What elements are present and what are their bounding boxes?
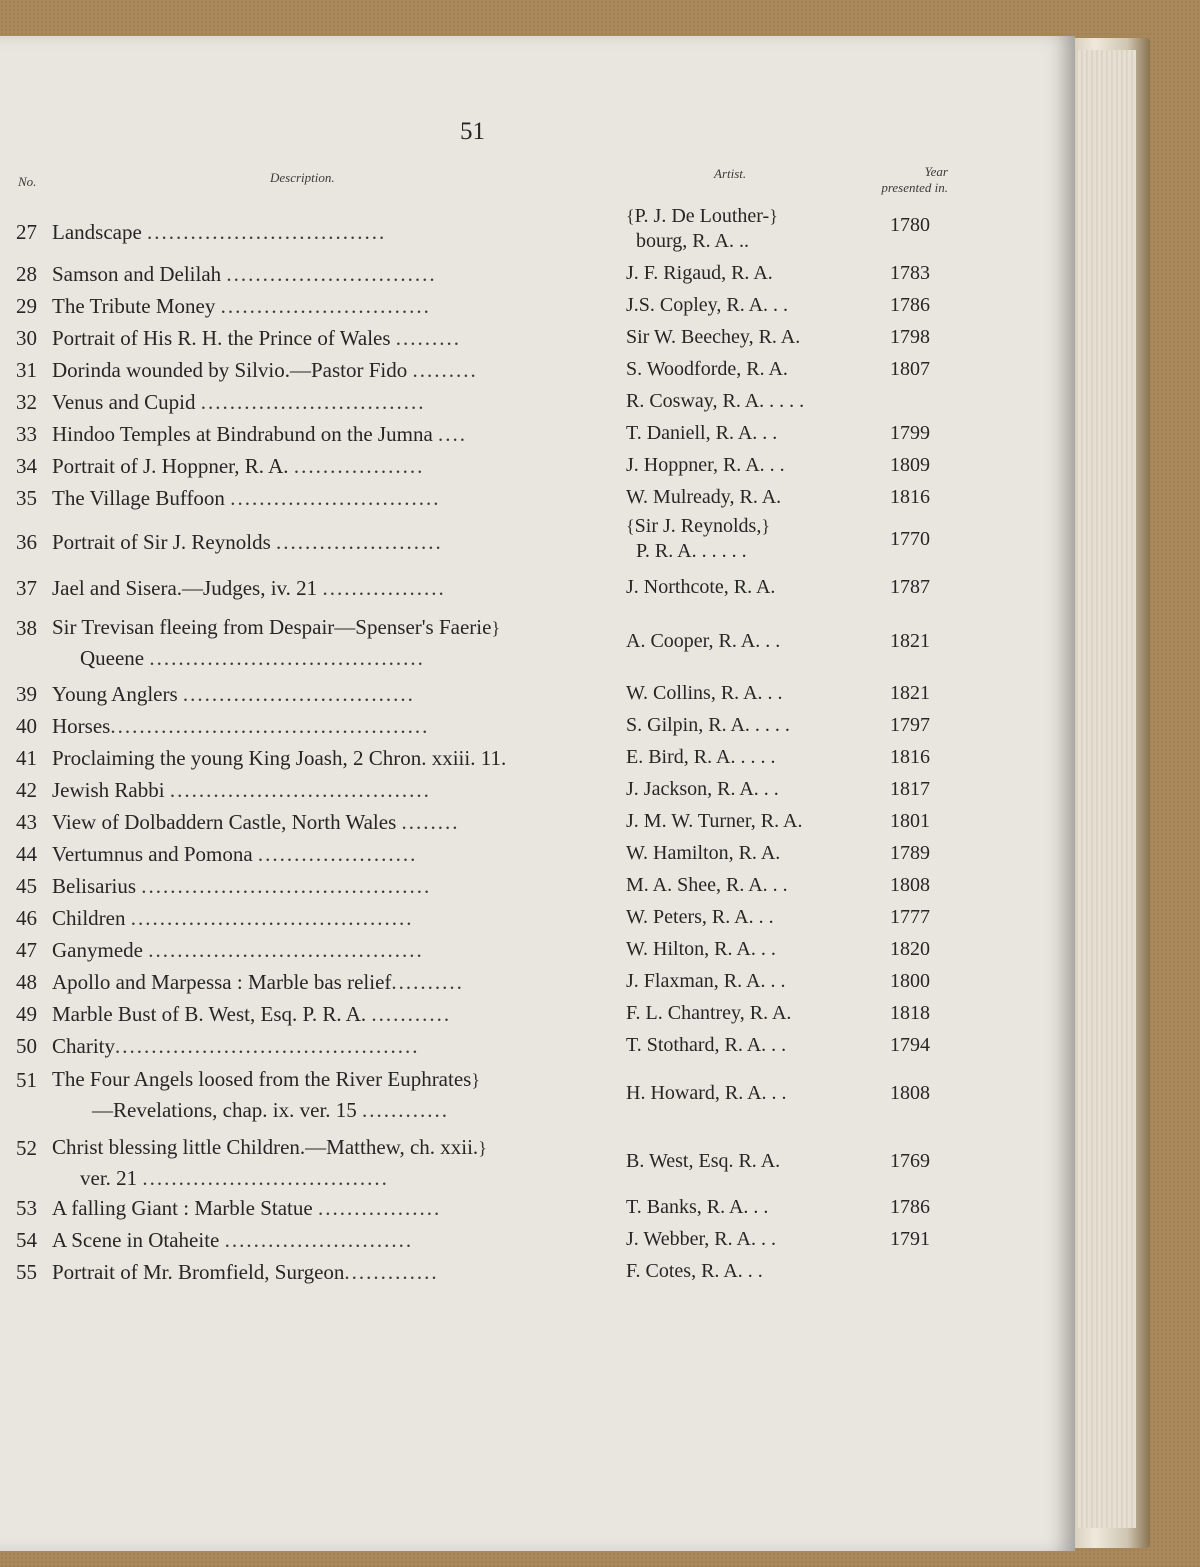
- header-artist: Artist.: [714, 166, 747, 181]
- entry-number: 37: [16, 576, 37, 600]
- entry-year: 1769: [890, 1150, 930, 1172]
- header-year-line1: Year: [924, 164, 948, 179]
- entry-description-text: Children: [52, 906, 126, 930]
- entry-number: 42: [16, 778, 37, 802]
- entry-year: 1818: [890, 1002, 930, 1024]
- leader-dots: ..................................: [142, 1166, 389, 1190]
- leader-dots: ........: [401, 810, 460, 834]
- entry-description: [52, 938, 600, 963]
- entry-description: [52, 1002, 600, 1027]
- book-page: [0, 36, 1075, 1551]
- entry-artist: M. A. Shee, R. A. . .: [626, 874, 788, 896]
- entry-year: 1789: [890, 842, 930, 864]
- entry-artist: J. Webber, R. A. . .: [626, 1228, 776, 1250]
- leader-dots: ......................................: [149, 646, 425, 670]
- entry-description-text: The Village Buffoon: [52, 486, 225, 510]
- catalogue-entry: [0, 906, 1000, 938]
- entry-description: Proclaiming the young King Joash, 2 Chron. xxiii. 11.: [52, 746, 507, 770]
- entry-artist-line1: P. J. De Louther-: [634, 205, 770, 227]
- entry-year: 1780: [890, 214, 930, 236]
- leader-dots: .................: [317, 1196, 442, 1220]
- entry-number: 30: [16, 326, 37, 350]
- leader-dots: .............................: [226, 262, 437, 286]
- leader-dots: .......................: [276, 530, 443, 554]
- entry-description-text: Dorinda wounded by Silvio.—Pastor Fido: [52, 358, 408, 382]
- entry-description-text: Marble Bust of B. West, Esq. P. R. A.: [52, 1002, 367, 1026]
- entry-year: 1791: [890, 1228, 930, 1250]
- entry-number: 54: [16, 1228, 37, 1252]
- entry-artist: J. Flaxman, R. A. . .: [626, 970, 786, 992]
- entry-description-text: Jewish Rabbi: [52, 778, 165, 802]
- entry-artist-line2: P. R. A. . . . . .: [636, 540, 747, 562]
- catalogue-entry: [0, 1068, 1000, 1132]
- entry-description-text: A falling Giant : Marble Statue: [52, 1196, 313, 1220]
- catalogue-entry: [0, 262, 1000, 294]
- entry-description: [52, 842, 600, 867]
- catalogue-entry: [0, 422, 1000, 454]
- entry-description-text: Charity: [52, 1034, 115, 1058]
- entry-number: 40: [16, 714, 37, 738]
- entry-artist: H. Howard, R. A. . .: [626, 1082, 787, 1104]
- catalogue-entry: [0, 746, 1000, 778]
- entry-year: 1799: [890, 422, 930, 444]
- entry-artist: J. Jackson, R. A. . .: [626, 778, 779, 800]
- entry-number: 34: [16, 454, 37, 478]
- catalogue-entry: [0, 1136, 1000, 1200]
- entry-description: [52, 486, 600, 511]
- entry-description: [52, 530, 600, 555]
- catalogue-entry: [0, 714, 1000, 746]
- entry-year: 1777: [890, 906, 930, 928]
- entry-description: [52, 906, 600, 931]
- entry-year: 1770: [890, 528, 930, 550]
- entry-artist: T. Daniell, R. A. . .: [626, 422, 778, 444]
- catalogue-entry: [0, 390, 1000, 422]
- entry-number: 39: [16, 682, 37, 706]
- entry-number: 50: [16, 1034, 37, 1058]
- catalogue-entry: [0, 810, 1000, 842]
- brace-icon: }: [769, 206, 778, 226]
- entry-year: 1816: [890, 486, 930, 508]
- entry-number: 51: [16, 1068, 37, 1092]
- entry-description-text: Ganymede: [52, 938, 143, 962]
- entry-artist-line1: Sir J. Reynolds,: [634, 515, 762, 537]
- entry-artist: W. Mulready, R. A.: [626, 486, 782, 508]
- entry-year: 1820: [890, 938, 930, 960]
- header-year-line2: presented in.: [881, 180, 948, 195]
- entry-year: 1801: [890, 810, 930, 832]
- entry-description: [52, 326, 600, 351]
- brace-icon: }: [761, 516, 770, 536]
- entry-number: 48: [16, 970, 37, 994]
- entry-artist: J. Northcote, R. A.: [626, 576, 776, 598]
- catalogue-entry: [0, 682, 1000, 714]
- entry-year: 1797: [890, 714, 930, 736]
- entry-number: 28: [16, 262, 37, 286]
- entry-artist: Sir W. Beechey, R. A.: [626, 326, 801, 348]
- entry-description: [52, 874, 600, 899]
- entry-artist: A. Cooper, R. A. . .: [626, 630, 781, 652]
- entry-description: [52, 294, 600, 319]
- entry-artist: J.S. Copley, R. A. . .: [626, 294, 789, 316]
- entry-number: 31: [16, 358, 37, 382]
- entry-description-line2-wrap: [52, 1095, 600, 1125]
- leader-dots: .............................: [230, 486, 441, 510]
- entry-description: [52, 220, 600, 245]
- leader-dots: ......................: [257, 842, 418, 866]
- entry-year: 1816: [890, 746, 930, 768]
- leader-dots: ....................................: [169, 778, 431, 802]
- catalogue-entry: [0, 1196, 1000, 1228]
- entry-description: [52, 1064, 600, 1125]
- entry-number: 36: [16, 530, 37, 554]
- header-no: No.: [18, 174, 37, 189]
- entry-number: 32: [16, 390, 37, 414]
- entry-description-text: Portrait of Mr. Bromfield, Surgeon: [52, 1260, 345, 1284]
- entry-artist: E. Bird, R. A. . . . .: [626, 746, 776, 768]
- header-year: [836, 164, 948, 196]
- entry-artist: J. M. W. Turner, R. A.: [626, 810, 803, 832]
- entry-year: 1808: [890, 1082, 930, 1104]
- page-number: 51: [460, 118, 485, 145]
- entry-description-text: Vertumnus and Pomona: [52, 842, 253, 866]
- entry-description-text: Landscape: [52, 220, 142, 244]
- entry-year: 1798: [890, 326, 930, 348]
- entry-description-line1: Sir Trevisan fleeing from Despair—Spenser's Faerie: [52, 615, 492, 639]
- entry-year: 1821: [890, 630, 930, 652]
- leader-dots: .................: [322, 576, 446, 600]
- catalogue-entry: [0, 778, 1000, 810]
- entry-description: [52, 576, 600, 601]
- entry-year: 1808: [890, 874, 930, 896]
- entry-number: 44: [16, 842, 37, 866]
- entry-description: [52, 714, 600, 739]
- entry-number: 47: [16, 938, 37, 962]
- entry-year: 1817: [890, 778, 930, 800]
- catalogue-entry: [0, 358, 1000, 390]
- entry-description: [52, 262, 600, 287]
- entry-description-text: Horses: [52, 714, 111, 738]
- entry-artist: W. Hilton, R. A. . .: [626, 938, 776, 960]
- catalogue-entry: [0, 1034, 1000, 1066]
- entry-artist: W. Collins, R. A. . .: [626, 682, 783, 704]
- leader-dots: ..........: [391, 970, 464, 994]
- entry-year: 1821: [890, 682, 930, 704]
- leader-dots: ..........................: [224, 1228, 414, 1252]
- entry-description: [52, 810, 600, 835]
- entry-description-text: Portrait of His R. H. the Prince of Wales: [52, 326, 391, 350]
- catalogue-entry: [0, 1260, 1000, 1292]
- entry-description: [52, 1034, 600, 1059]
- leader-dots: ........................................: [141, 874, 432, 898]
- brace-icon: }: [471, 1070, 480, 1090]
- entry-artist: T. Banks, R. A. . .: [626, 1196, 769, 1218]
- entry-number: 53: [16, 1196, 37, 1220]
- entry-description-text: The Tribute Money: [52, 294, 216, 318]
- leader-dots: .........: [395, 326, 462, 350]
- entry-number: 55: [16, 1260, 37, 1284]
- entry-description-line2-wrap: [52, 1163, 600, 1193]
- catalogue-entry: [0, 1228, 1000, 1260]
- entry-artist: F. Cotes, R. A. . .: [626, 1260, 763, 1282]
- catalogue-entry: [0, 454, 1000, 486]
- entry-number: 33: [16, 422, 37, 446]
- entry-year: 1787: [890, 576, 930, 598]
- entry-year: 1809: [890, 454, 930, 476]
- catalogue-entry: [0, 970, 1000, 1002]
- entry-year: 1786: [890, 294, 930, 316]
- entry-number: 38: [16, 616, 37, 640]
- entry-artist: J. Hoppner, R. A. . .: [626, 454, 785, 476]
- leader-dots: .............: [344, 1260, 439, 1284]
- catalogue-entry: [0, 576, 1000, 608]
- entry-description-text: Belisarius: [52, 874, 136, 898]
- entry-description-text: Jael and Sisera.—Judges, iv. 21: [52, 576, 318, 600]
- entry-artist: W. Hamilton, R. A.: [626, 842, 781, 864]
- catalogue-entry: [0, 938, 1000, 970]
- entry-artist: F. L. Chantrey, R. A.: [626, 1002, 792, 1024]
- entry-description: [52, 612, 600, 673]
- entry-description: [52, 1132, 600, 1193]
- header-description: Description.: [270, 170, 335, 185]
- entry-year: 1800: [890, 970, 930, 992]
- entry-description: [52, 1228, 600, 1253]
- entry-artist: B. West, Esq. R. A.: [626, 1150, 781, 1172]
- leader-dots: ...............................: [200, 390, 426, 414]
- catalogue-entry: [0, 294, 1000, 326]
- brace-icon: {: [626, 206, 635, 226]
- entry-number: 49: [16, 1002, 37, 1026]
- entry-number: 52: [16, 1136, 37, 1160]
- catalogue-entry: [0, 842, 1000, 874]
- entry-artist: R. Cosway, R. A. . . . .: [626, 390, 805, 412]
- catalogue-entry: [0, 874, 1000, 906]
- leader-dots: .............................: [220, 294, 431, 318]
- entry-description-line2: ver. 21: [80, 1166, 138, 1190]
- entry-description-line1: Christ blessing little Children.—Matthew, ch. xxii.: [52, 1135, 479, 1159]
- entry-artist-line2: bourg, R. A. ..: [636, 230, 749, 252]
- entry-artist: T. Stothard, R. A. . .: [626, 1034, 787, 1056]
- leader-dots: ............: [362, 1098, 450, 1122]
- catalogue-entry: [0, 326, 1000, 358]
- page-edges: [1078, 50, 1136, 1528]
- entry-artist: S. Gilpin, R. A. . . . .: [626, 714, 790, 736]
- leader-dots: ............................................: [110, 714, 430, 738]
- leader-dots: .................................: [147, 220, 387, 244]
- entry-description-text: Samson and Delilah: [52, 262, 222, 286]
- leader-dots: ......................................: [148, 938, 424, 962]
- entry-description-text: A Scene in Otaheite: [52, 1228, 220, 1252]
- entry-year: 1786: [890, 1196, 930, 1218]
- leader-dots: ....: [438, 422, 468, 446]
- entry-description: [52, 970, 600, 995]
- entry-artist: [626, 204, 876, 254]
- entry-number: 35: [16, 486, 37, 510]
- entry-number: 45: [16, 874, 37, 898]
- entry-artist: [626, 514, 876, 564]
- entry-description: [52, 682, 600, 707]
- entry-description-line2: Queene: [80, 646, 145, 670]
- leader-dots: ..................: [293, 454, 425, 478]
- entry-description-line1: The Four Angels loosed from the River Euphrates: [52, 1067, 472, 1091]
- entry-description-text: Young Anglers: [52, 682, 178, 706]
- leader-dots: ................................: [182, 682, 415, 706]
- leader-dots: .......................................: [130, 906, 414, 930]
- entry-description: [52, 778, 600, 803]
- brace-icon: }: [491, 618, 501, 638]
- catalogue-entry: [0, 514, 1000, 566]
- entry-artist: S. Woodforde, R. A.: [626, 358, 788, 380]
- entry-number: 27: [16, 220, 37, 244]
- entry-year: 1783: [890, 262, 930, 284]
- leader-dots: ...........: [371, 1002, 452, 1026]
- entry-number: 43: [16, 810, 37, 834]
- entry-description-text: Venus and Cupid: [52, 390, 196, 414]
- entry-description-text: Portrait of J. Hoppner, R. A.: [52, 454, 289, 478]
- entry-description: [52, 454, 600, 479]
- entry-number: 46: [16, 906, 37, 930]
- entry-artist: W. Peters, R. A. . .: [626, 906, 774, 928]
- entry-number: 29: [16, 294, 37, 318]
- entry-artist: J. F. Rigaud, R. A.: [626, 262, 773, 284]
- brace-icon: }: [478, 1138, 487, 1158]
- entry-description-text: Apollo and Marpessa : Marble bas relief: [52, 970, 392, 994]
- entry-description: [52, 1260, 600, 1285]
- entry-description: [52, 1196, 600, 1221]
- entry-description-text: Hindoo Temples at Bindrabund on the Jumna: [52, 422, 433, 446]
- leader-dots: ..........................................: [115, 1034, 420, 1058]
- entry-description: [52, 390, 600, 415]
- brace-icon: {: [626, 516, 635, 536]
- entry-description-text: View of Dolbaddern Castle, North Wales: [52, 810, 397, 834]
- catalogue-entry: [0, 1002, 1000, 1034]
- entry-year: 1807: [890, 358, 930, 380]
- entry-number: 41: [16, 746, 37, 770]
- entry-year: 1794: [890, 1034, 930, 1056]
- entry-description: [52, 422, 600, 447]
- entry-description: [52, 358, 600, 383]
- entry-description-line2-wrap: [52, 643, 600, 673]
- catalogue-entry: [0, 616, 1000, 680]
- entry-description-line2: —Revelations, chap. ix. ver. 15: [92, 1098, 357, 1122]
- catalogue-entry: [0, 204, 1000, 254]
- entry-description-text: Portrait of Sir J. Reynolds: [52, 530, 271, 554]
- leader-dots: .........: [412, 358, 478, 382]
